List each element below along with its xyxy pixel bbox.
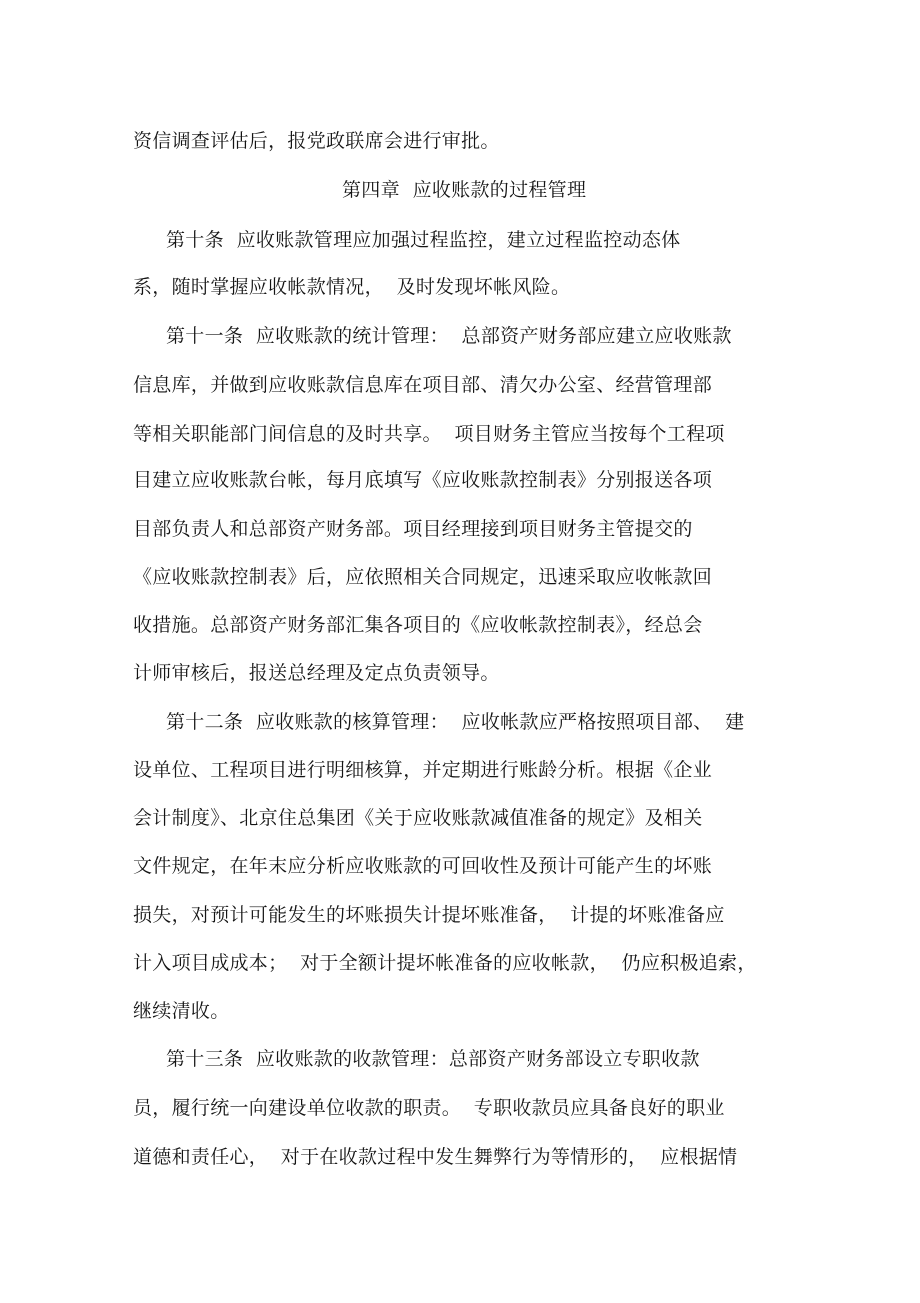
text-line: 损失，对预计可能发生的坏账损失计提坏账准备， 计提的坏账准备应 [133, 904, 725, 926]
text-line: 道德和责任心， 对于在收款过程中发生舞弊行为等情形的， 应根据情 [133, 1146, 738, 1168]
text-line: 目部负责人和总部资产财务部。项目经理接到项目财务主管提交的 [133, 518, 693, 540]
text-line: 计入项目成成本； 对于全额计提坏帐准备的应收帐款， 仍应积极追索， [133, 952, 757, 974]
text-line: 员，履行统一向建设单位收款的职责。 专职收款员应具备良好的职业 [133, 1097, 725, 1119]
text-line: 收措施。总部资产财务部汇集各项目的《应收帐款控制表》，经总会 [133, 614, 703, 636]
text-line: 第十二条 应收账款的核算管理： 应收帐款应严格按照项目部、 建 [166, 711, 745, 733]
text-line: 等相关职能部门间信息的及时共享。 项目财务主管应当按每个工程项 [133, 423, 725, 445]
text-line: 资信调查评估后，报党政联席会进行审批。 [133, 130, 500, 152]
text-line: 系，随时掌握应收帐款情况， 及时发现坏帐风险。 [133, 276, 571, 298]
text-line: 设单位、工程项目进行明细核算，并定期进行账龄分析。根据《企业 [133, 759, 713, 781]
text-line: 计师审核后，报送总经理及定点负责领导。 [133, 662, 500, 684]
text-line: 《应收账款控制表》后，应依照相关合同规定，迅速采取应收帐款回 [133, 566, 713, 588]
text-line: 文件规定，在年末应分析应收账款的可回收性及预计可能产生的坏账 [133, 855, 713, 877]
text-line: 第十三条 应收账款的收款管理：总部资产财务部设立专职收款 [166, 1048, 700, 1070]
text-line: 继续清收。 [133, 1000, 230, 1022]
text-line: 目建立应收账款台帐，每月底填写《应收账款控制表》分别报送各项 [133, 469, 713, 491]
text-line: 信息库，并做到应收账款信息库在项目部、清欠办公室、经营管理部 [133, 374, 713, 396]
text-line: 第十一条 应收账款的统计管理： 总部资产财务部应建立应收账款 [166, 325, 732, 347]
chapter-heading: 第四章 应收账款的过程管理 [342, 179, 587, 201]
text-line: 会计制度》、北京住总集团《关于应收账款减值准备的规定》及相关 [133, 807, 703, 829]
text-line: 第十条 应收账款管理应加强过程监控，建立过程监控动态体 [166, 229, 681, 251]
